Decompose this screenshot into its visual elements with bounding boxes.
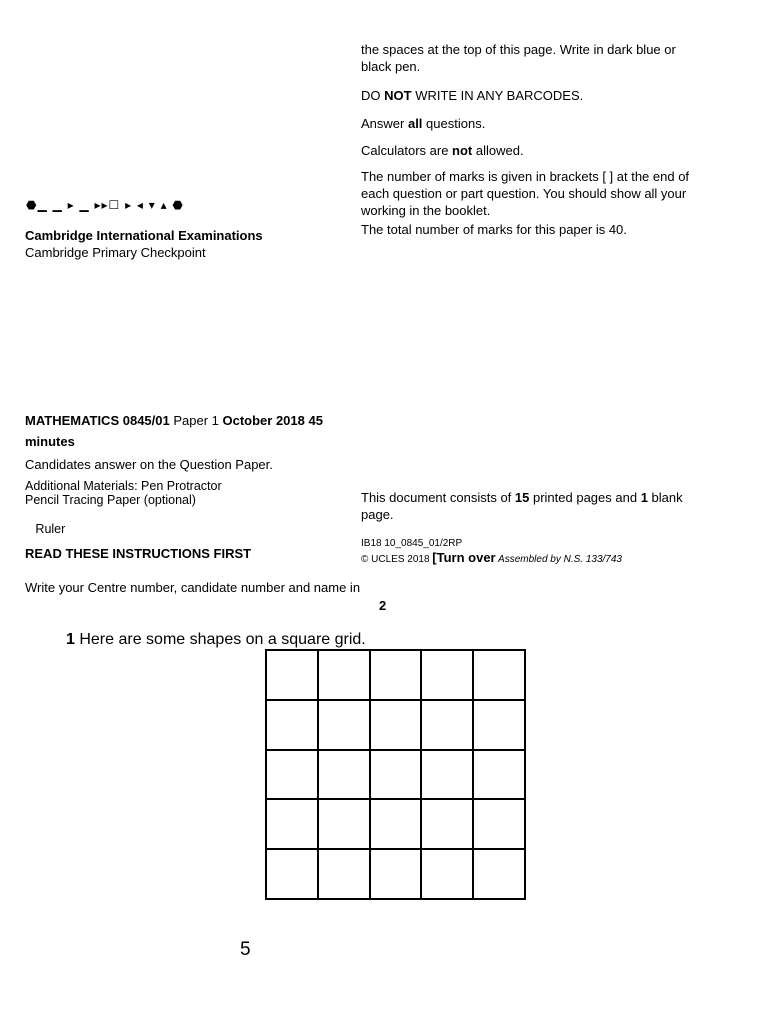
instruction-answer-all: Answer all questions. <box>361 116 486 131</box>
grid-cell <box>370 650 422 700</box>
instruction-marks: The number of marks is given in brackets [ ] at the end of each question or part question. You should show all your working in the booklet. <box>361 169 690 218</box>
instruction-barcodes: DO NOT WRITE IN ANY BARCODES. <box>361 88 584 103</box>
instruction-calculators: Calculators are not allowed. <box>361 143 524 158</box>
grid-cell <box>318 849 370 899</box>
checkpoint-name: Cambridge Primary Checkpoint <box>25 245 206 260</box>
grid-cell <box>266 750 318 800</box>
grid-cell <box>473 799 525 849</box>
answer-on-paper: Candidates answer on the Question Paper. <box>25 457 273 472</box>
grid-cell <box>370 849 422 899</box>
instructions-heading: READ THESE INSTRUCTIONS FIRST <box>25 546 252 561</box>
grid-cell <box>370 750 422 800</box>
grid-cell <box>370 700 422 750</box>
grid-cell <box>370 799 422 849</box>
question-1: 1 Here are some shapes on a square grid. <box>66 631 366 648</box>
paper-code: IB18 10_0845_01/2RP <box>361 538 463 549</box>
write-centre-instruction: Write your Centre number, candidate number and name in <box>25 580 361 595</box>
instruction-total-marks: The total number of marks for this paper is 40. <box>361 222 627 237</box>
barcode-glyphs: ⬣▁ ▁ ▸ ▁ ▸▸☐ ▸ ◂ ▾ ▴ ⬣ <box>26 198 184 212</box>
grid-cell <box>318 650 370 700</box>
materials-line-3: Ruler <box>31 522 66 536</box>
grid-cell <box>421 650 473 700</box>
organisation-name: Cambridge International Examinations <box>25 228 263 243</box>
grid-cell <box>266 799 318 849</box>
instruction-pen: the spaces at the top of this page. Write in dark blue or black pen. <box>361 42 676 74</box>
grid-cell <box>318 700 370 750</box>
grid-cell <box>266 650 318 700</box>
grid-cell <box>421 799 473 849</box>
grid-cell <box>318 799 370 849</box>
subject-line: MATHEMATICS 0845/01 Paper 1 October 2018 45 <box>25 413 323 428</box>
footer-number: 5 <box>240 939 251 960</box>
materials-line-1: Additional Materials: Pen Protractor <box>25 479 222 493</box>
grid-cell <box>421 849 473 899</box>
grid-cell <box>421 750 473 800</box>
grid-cell <box>266 849 318 899</box>
grid-cell <box>473 700 525 750</box>
grid-cell <box>473 849 525 899</box>
document-pages: This document consists of 15 printed pages and 1 blank page. <box>361 490 683 522</box>
grid-cell <box>266 700 318 750</box>
copyright-line: © UCLES 2018 [Turn over Assembled by N.S. 133/743 <box>361 550 622 565</box>
materials-line-2: Pencil Tracing Paper (optional) <box>25 493 196 507</box>
grid-cell <box>473 750 525 800</box>
duration-minutes: minutes <box>25 434 75 449</box>
grid-cell <box>318 750 370 800</box>
grid-cell <box>421 700 473 750</box>
grid-cell <box>473 650 525 700</box>
page-number: 2 <box>379 598 387 613</box>
square-grid <box>265 649 526 900</box>
